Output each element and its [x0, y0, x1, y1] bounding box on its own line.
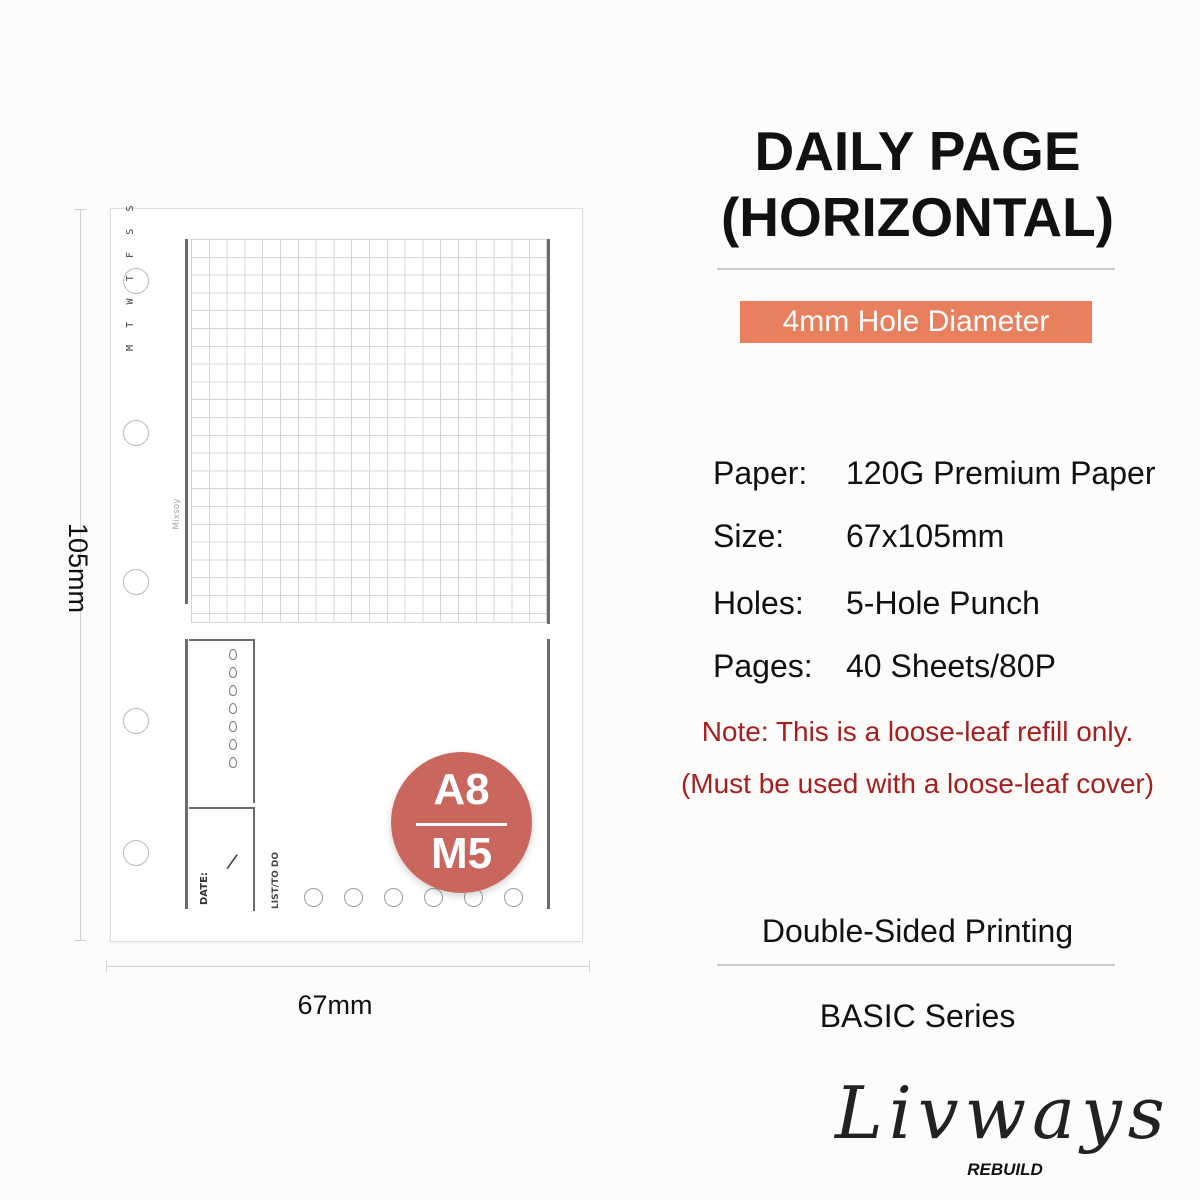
- spec-key-size: Size:: [713, 518, 785, 554]
- refill-note-line1: Note: This is a loose-leaf refill only.: [701, 716, 1134, 747]
- width-dimension-line: [106, 966, 590, 967]
- punch-hole-4: [123, 708, 149, 734]
- punch-hole-5: [123, 840, 149, 866]
- punch-hole-3: [123, 569, 149, 595]
- title-divider: [717, 268, 1115, 270]
- size-badge-divider: [416, 823, 507, 826]
- weekday-letters: M T W T F S S: [125, 199, 136, 351]
- checkbox-circle: [424, 888, 443, 907]
- spec-value-size: 67x105mm: [846, 518, 1005, 554]
- water-drop-icon: [229, 649, 237, 660]
- sheet-brand-mark: Mixsoy: [172, 498, 182, 530]
- brand-logo-script: Livways: [835, 1071, 1171, 1155]
- water-drop-icon: [229, 757, 237, 768]
- right-border-bar-bottom: [547, 639, 550, 909]
- spec-key-pages: Pages:: [713, 648, 813, 684]
- water-drop-icon: [229, 739, 237, 750]
- width-dimension-tick-left: [106, 961, 107, 972]
- water-drop-icon: [229, 685, 237, 696]
- height-dimension-label: 105mm: [63, 522, 93, 614]
- list-todo-label: LIST/TO DO: [271, 851, 281, 909]
- height-dimension-tick-bottom: [75, 940, 86, 941]
- series-name: BASIC Series: [819, 998, 1016, 1034]
- height-dimension-tick-top: [75, 209, 86, 210]
- spec-value-pages: 40 Sheets/80P: [846, 648, 1056, 684]
- brand-logo-subtitle: REBUILD: [967, 1160, 1043, 1179]
- width-dimension-label: 67mm: [297, 990, 373, 1020]
- left-border-bar-top: [185, 239, 188, 604]
- spec-value-paper: 120G Premium Paper: [846, 455, 1156, 491]
- printing-info: Double-Sided Printing: [761, 913, 1074, 949]
- checkbox-circle: [384, 888, 403, 907]
- footer-divider: [717, 964, 1115, 966]
- weekday-box: [189, 639, 255, 803]
- spec-key-holes: Holes:: [713, 585, 804, 621]
- spec-value-holes: 5-Hole Punch: [846, 585, 1040, 621]
- checkbox-circle: [504, 888, 523, 907]
- checkbox-circle: [304, 888, 323, 907]
- date-slash: /: [225, 848, 240, 874]
- water-drop-icon: [229, 721, 237, 732]
- product-title-line1: DAILY PAGE: [754, 120, 1081, 182]
- right-border-bar-top: [547, 239, 550, 624]
- checkbox-circle: [344, 888, 363, 907]
- refill-note-line2: (Must be used with a loose-leaf cover): [680, 768, 1155, 799]
- punch-hole-2: [123, 420, 149, 446]
- spec-key-paper: Paper:: [713, 455, 808, 491]
- date-label: DATE:: [199, 872, 210, 905]
- size-badge-bottom: M5: [430, 829, 493, 878]
- size-badge: [391, 752, 532, 893]
- hole-diameter-badge: 4mm Hole Diameter: [740, 301, 1092, 343]
- size-badge-top: A8: [433, 765, 490, 814]
- left-border-bar-bottom: [185, 639, 188, 909]
- water-drop-icon: [229, 667, 237, 678]
- product-title-line2: (HORIZONTAL): [720, 186, 1115, 248]
- grid-area: [191, 239, 547, 623]
- width-dimension-tick-right: [589, 961, 590, 972]
- water-drop-icon: [229, 703, 237, 714]
